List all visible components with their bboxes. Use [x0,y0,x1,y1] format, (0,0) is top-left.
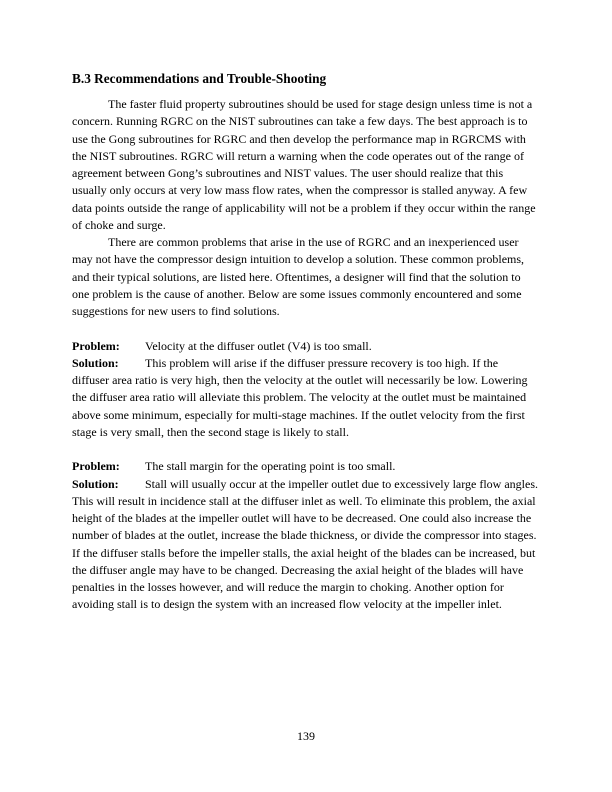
problem-text: Velocity at the diffuser outlet (V4) is too small. [145,338,372,353]
solution-line: stage is very small, then the second stage is likely to stall. [72,424,349,439]
solution-line [72,476,542,493]
paragraph-line: concern. Running RGRC on the NIST subroutines can take a few days. The best approach is to [72,114,528,129]
solution-line: penalties in the losses however, and will reduce the margin to choking. Another option for [72,580,504,594]
paragraph-line: data points outside the range of applicability will not be a problem if they occur within the range [72,200,536,215]
paragraph-line: suggestions for new users to find solutions. [72,304,280,318]
problem-text: The stall margin for the operating point is too small. [145,459,396,474]
solution-line: diffuser area ratio is very high, then the velocity at the outlet will necessarily be low. Lowering [72,373,528,387]
solution-line: the diffuser area ratio will alleviate this problem. The velocity at the outlet must be maintained [72,390,527,405]
section-heading: B.3 Recommendations and Trouble-Shooting [72,71,327,86]
paragraph-line: of choke and surge. [72,217,166,232]
solution-text: This problem will arise if the diffuser pressure recovery is too high. If the [145,355,499,370]
solution-line: avoiding stall is to design the system with an increased flow velocity at the impeller inlet. [72,597,502,612]
solution-line [72,355,542,372]
solution-line: This will result in incidence stall at the diffuser inlet as well. To eliminate this problem, the axial [72,493,536,508]
paragraph-line: one problem is the cause of another. Below are some issues commonly encountered and some [72,286,522,301]
solution-line: the diffuser angle may have to be changed. Decreasing the axial height of the blades will have [72,562,524,577]
problem-label: Problem: [72,459,120,474]
solution-label: Solution: [72,476,119,491]
solution-line: number of blades at the outlet, increase the blade thickness, or divide the compressor into stages. [72,528,537,543]
solution-line: If the diffuser stalls before the impeller stalls, the axial height of the blades can be increased, but [72,545,536,560]
body-text [72,96,542,614]
solution-line: height of the blades at the impeller outlet will have to be decreased. One could also increase the [72,511,532,525]
paragraph-line: agreement between Gong’s subroutines and NIST values. The user should realize that this [72,166,504,180]
paragraph-line: the NIST subroutines. RGRC will return a warning when the code operates out of the range of [72,148,525,163]
problem-line [72,338,542,355]
paragraph-line: The faster fluid property subroutines should be used for stage design unless time is not a [108,97,533,111]
paragraph-line: There are common problems that arise in the use of RGRC and an inexperienced user [108,235,519,249]
page-number: 139 [297,729,315,743]
solution-line: above some minimum, especially for multi-stage machines. If the outlet velocity from the first [72,407,525,422]
paragraph-line: usually only occurs at very low mass flow rates, when the compressor is stalled anyway. A few [72,183,528,198]
blank-line [72,320,542,337]
paragraph-line: use the Gong subroutines for RGRC and then develop the performance map in RGRCMS with [72,131,526,146]
paragraph-line: and their typical solutions, are listed here. Oftentimes, a designer will find that the solution to [72,269,521,284]
paragraph-line: may not have the compressor design intuition to develop a solution. These common problems, [72,252,525,267]
problem-label: Problem: [72,338,120,353]
solution-text: Stall will usually occur at the impeller outlet due to excessively large flow angles. [145,476,539,491]
blank-line [72,441,542,458]
problem-line [72,458,542,475]
solution-label: Solution: [72,355,119,370]
